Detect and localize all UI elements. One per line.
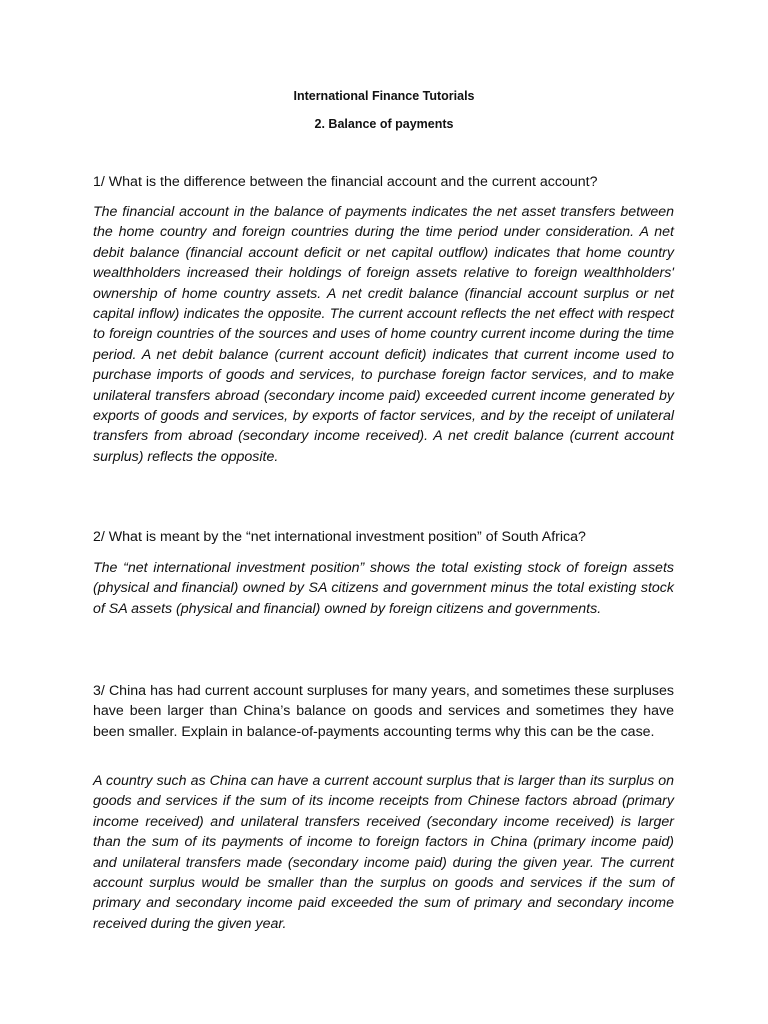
question-3: 3/ China has had current account surpluses for many years, and sometimes these surpluses have been larger than China’s balance on goods and services and sometimes they have been smaller. Explain in balance-of-payments accounting terms why this can be the case. [93, 683, 674, 740]
question-1: 1/ What is the difference between the financial account and the current account? [93, 174, 598, 190]
document-title: International Finance Tutorials [293, 89, 475, 103]
document-subtitle: 2. Balance of payments [314, 117, 454, 131]
answer-1: The financial account in the balance of payments indicates the net asset transfers between the home country and foreign countries during the time period under consideration. A net debit balance (financial account deficit or net capital outflow) indicates that home country wealthholders increased their holdings of foreign assets relative to foreign wealthholders' ownership of home country assets. A net credit balance (financial account surplus or net capital inflow) indicates the opposite. The current account reflects the net effect with respect to foreign countries of the sources and uses of home country current income during the time period. A net debit balance (current account deficit) indicates that current income used to purchase imports of goods and services, to purchase foreign factor services, and to make unilateral transfers abroad (secondary income paid) exceeded current income generated by exports of goods and services, by exports of factor services, and by the receipt of unilateral transfers from abroad (secondary income received). A net credit balance (current account surplus) reflects the opposite. [93, 204, 674, 465]
answer-3: A country such as China can have a current account surplus that is larger than its surplus on goods and services if the sum of its income receipts from Chinese factors abroad (primary income received) and unilateral transfers received (secondary income received) is larger than the sum of its payments of income to foreign factors in China (primary income paid) and unilateral transfers made (secondary income paid) during the given year. The current account surplus would be smaller than the surplus on goods and services if the sum of primary and secondary income paid exceeded the sum of primary and secondary income received during the given year. [93, 773, 674, 932]
question-2: 2/ What is meant by the “net international investment position” of South Africa? [93, 529, 586, 545]
answer-2: The “net international investment position” shows the total existing stock of foreign assets (physical and financial) owned by SA citizens and government minus the total existing stock of SA assets (physical and financial) owned by foreign citizens and governments. [93, 560, 674, 617]
